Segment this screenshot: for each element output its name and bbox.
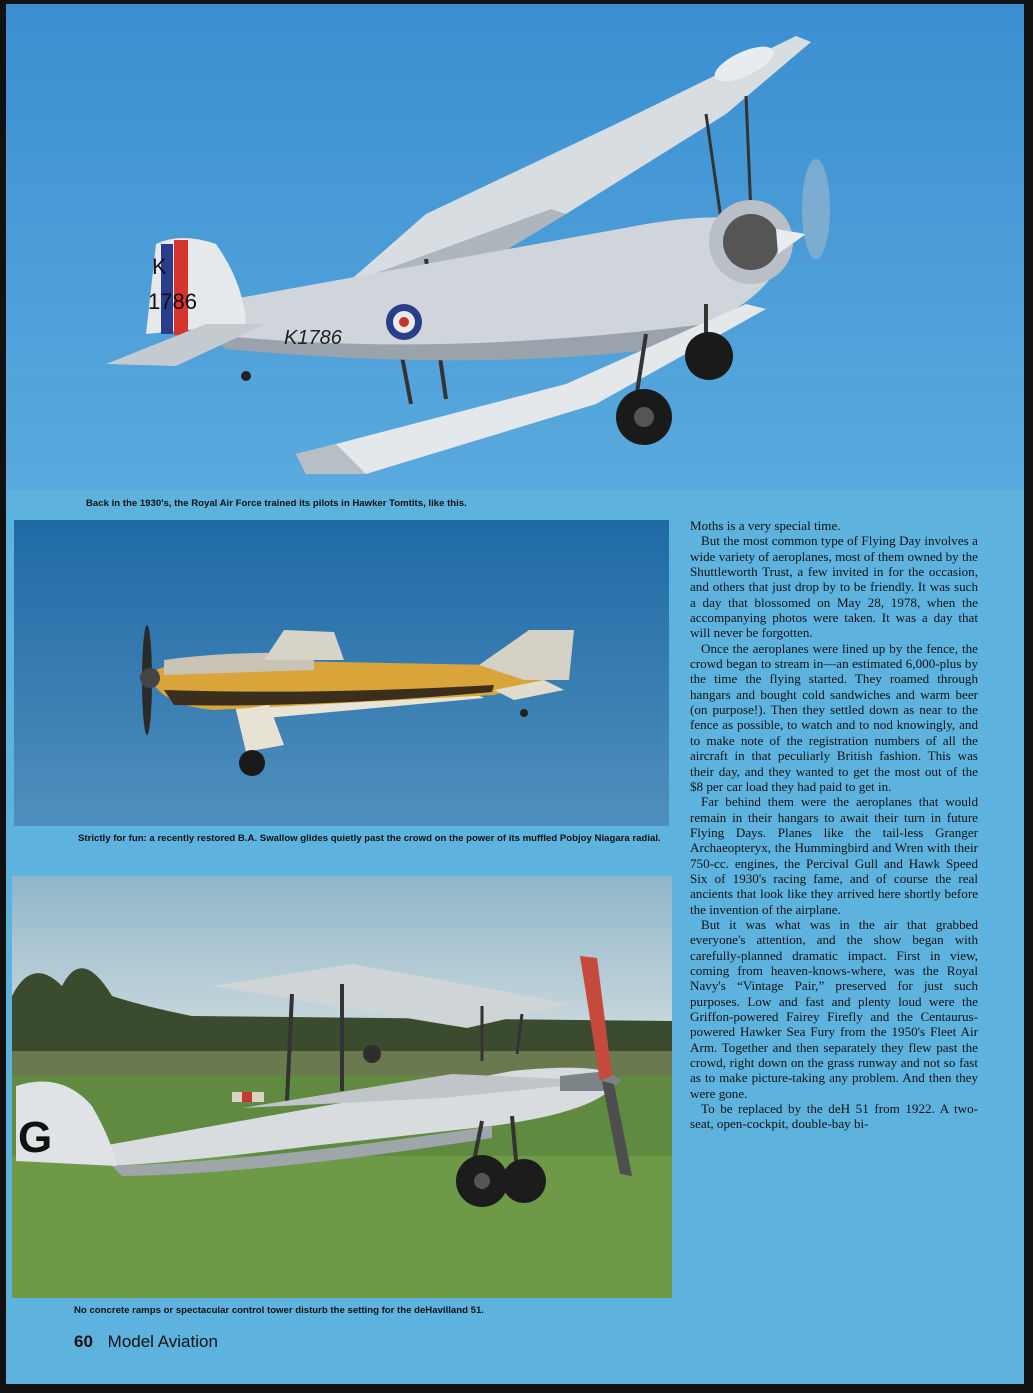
tail-letter-marking: G (18, 1113, 53, 1162)
article-paragraph: But it was what was in the air that grabbed everyone's attention, and the show began with carefully-planned dramatic impact. First in view, coming from heaven-knows-where, was the Royal Navy's “Vintage Pair,” preserved for just such purposes. Low and fast and plenty loud were the Griffon-powered Fairey Firefly and the Centaurus-powered Hawker Sea Fury from the 1950's Fleet Air Arm. Together and then separately they flew past the crowd, right down on the grass runway and not so fast as to make picture-taking any problem. And then they were gone. (690, 916, 978, 1101)
photo-dehavilland-51 (12, 876, 672, 1298)
article-paragraph: Far behind them were the aeroplanes that would remain in their hangars to await their turn in future Flying Days. Planes like the tail-less Granger Archaeopteryx, the Hummingbird and Wren with their 750-cc. engines, the Percival Gull and Hawk Speed Six of 1930's racing fame, and of course the real ancients that look like they arrived here shortly before the invention of the airplane. (690, 794, 978, 917)
page-footer (74, 1332, 218, 1352)
caption-hawker-tomtit: Back in the 1930's, the Royal Air Force trained its pilots in Hawker Tomtits, like this. (86, 498, 467, 509)
caption-ba-swallow: Strictly for fun: a recently restored B.A. Swallow glides quietly past the crowd on the power of its muffled Pobjoy Niagara radial. (78, 833, 661, 844)
magazine-title: Model Aviation (107, 1332, 218, 1351)
tail-letter-marking: K (152, 254, 167, 279)
photo-ba-swallow (14, 520, 669, 826)
page-number: 60 (74, 1332, 93, 1351)
tail-number-marking: 1786 (148, 289, 197, 314)
article-paragraph: Once the aeroplanes were lined up by the fence, the crowd began to stream in—an estimated 6,000-plus by the time the flying started. They roamed through hangars and bought cold sandwiches and warm beer (on purpose!). Then they settled down as near to the fence as possible, to watch and to nod knowingly, and to make note of the registration numbers of all the aircraft in that peculiarly British fashion. This was their day, and they wanted to get the most out of the $8 per car load they had paid to get in. (690, 640, 978, 794)
fuselage-serial-marking: K1786 (284, 327, 342, 349)
article-paragraph: Moths is a very special time. (690, 518, 841, 533)
article-paragraph: To be replaced by the deH 51 from 1922. A two-seat, open-cockpit, double-bay bi- (690, 1101, 978, 1132)
photo-hawker-tomtit (6, 4, 1024, 490)
magazine-page (6, 4, 1024, 1384)
caption-dehavilland-51: No concrete ramps or spectacular control tower disturb the setting for the deHavilland 51. (74, 1305, 484, 1316)
article-text-column (690, 518, 978, 1132)
article-paragraph: But the most common type of Flying Day involves a wide variety of aeroplanes, most of them owned by the Shuttleworth Trust, a few invited in for the occasion, and others that just drop by to be friendly. It was such a day that blossomed on May 28, 1978, when the accompanying photos were taken. It was a day that will never be forgotten. (690, 533, 978, 641)
